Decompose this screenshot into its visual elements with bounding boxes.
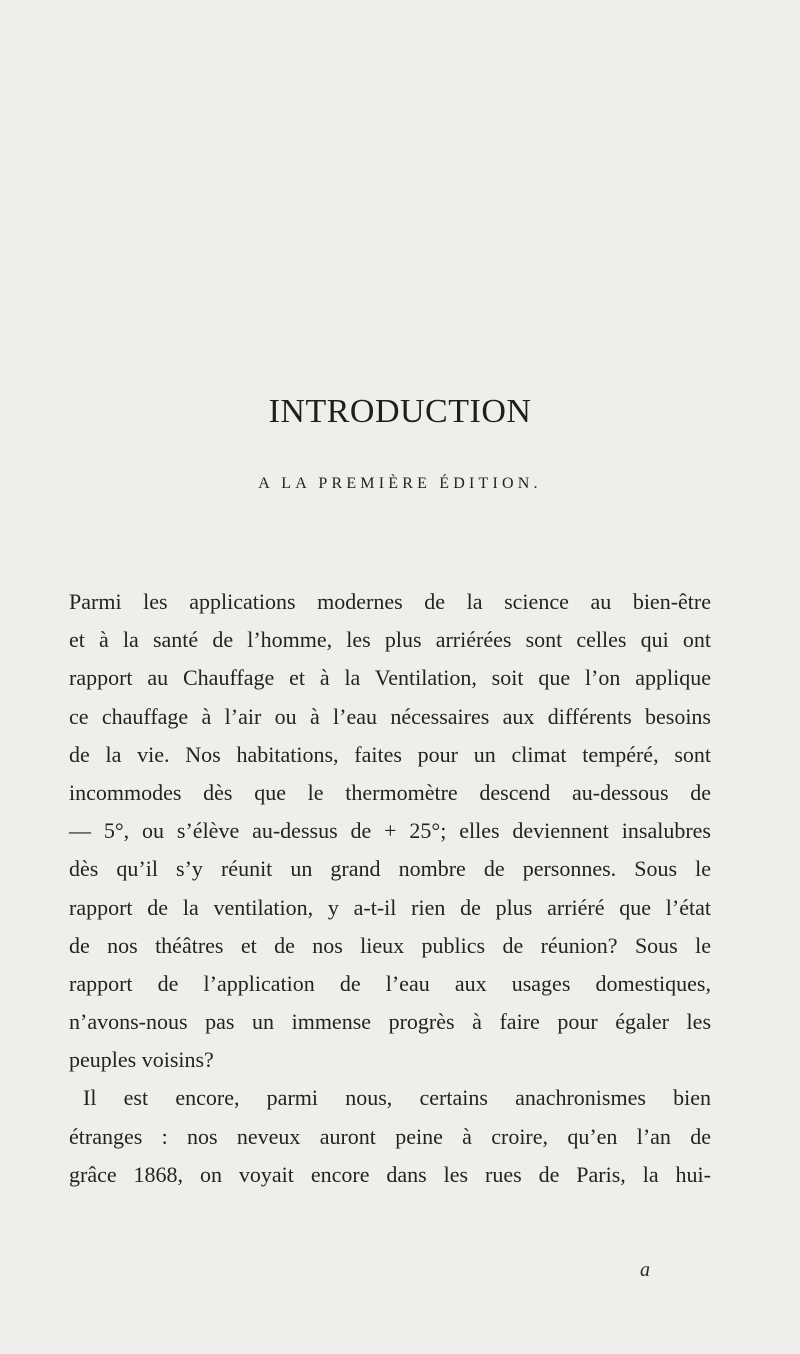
text-line: de nos théâtres et de nos lieux publics de réunion? Sous le <box>69 932 711 958</box>
body-text <box>69 583 711 1194</box>
text-line: — 5°, ou s’élève au-dessus de + 25°; elles deviennent insalubres <box>69 818 711 844</box>
text-line: incommodes dès que le thermomètre descend au-dessous de <box>69 779 711 805</box>
text-line: grâce 1868, on voyait encore dans les rues de Paris, la hui- <box>69 1161 711 1187</box>
text-line: rapport de l’application de l’eau aux usages domestiques, <box>69 970 711 996</box>
text-line: rapport de la ventilation, y a-t-il rien de plus arriéré que l’état <box>69 894 711 920</box>
text-line: n’avons-nous pas un immense progrès à faire pour égaler les <box>69 1009 711 1035</box>
page-title: INTRODUCTION <box>268 393 532 430</box>
signature-mark: a <box>640 1259 650 1281</box>
text-line: et à la santé de l’homme, les plus arriérées sont celles qui ont <box>69 627 711 653</box>
text-line: peuples voisins? <box>69 1047 214 1073</box>
text-line: rapport au Chauffage et à la Ventilation, soit que l’on applique <box>69 665 711 691</box>
text-line: Il est encore, parmi nous, certains anachronismes bien <box>83 1085 711 1111</box>
text-line: Parmi les applications modernes de la science au bien-être <box>69 589 711 614</box>
page-subtitle: A LA PREMIÈRE ÉDITION. <box>258 475 542 492</box>
text-line: ce chauffage à l’air ou à l’eau nécessaires aux différents besoins <box>69 703 711 729</box>
text-line: de la vie. Nos habitations, faites pour un climat tempéré, sont <box>69 741 711 767</box>
text-line: étranges : nos neveux auront peine à croire, qu’en l’an de <box>69 1123 711 1149</box>
text-line: dès qu’il s’y réunit un grand nombre de personnes. Sous le <box>69 856 711 882</box>
